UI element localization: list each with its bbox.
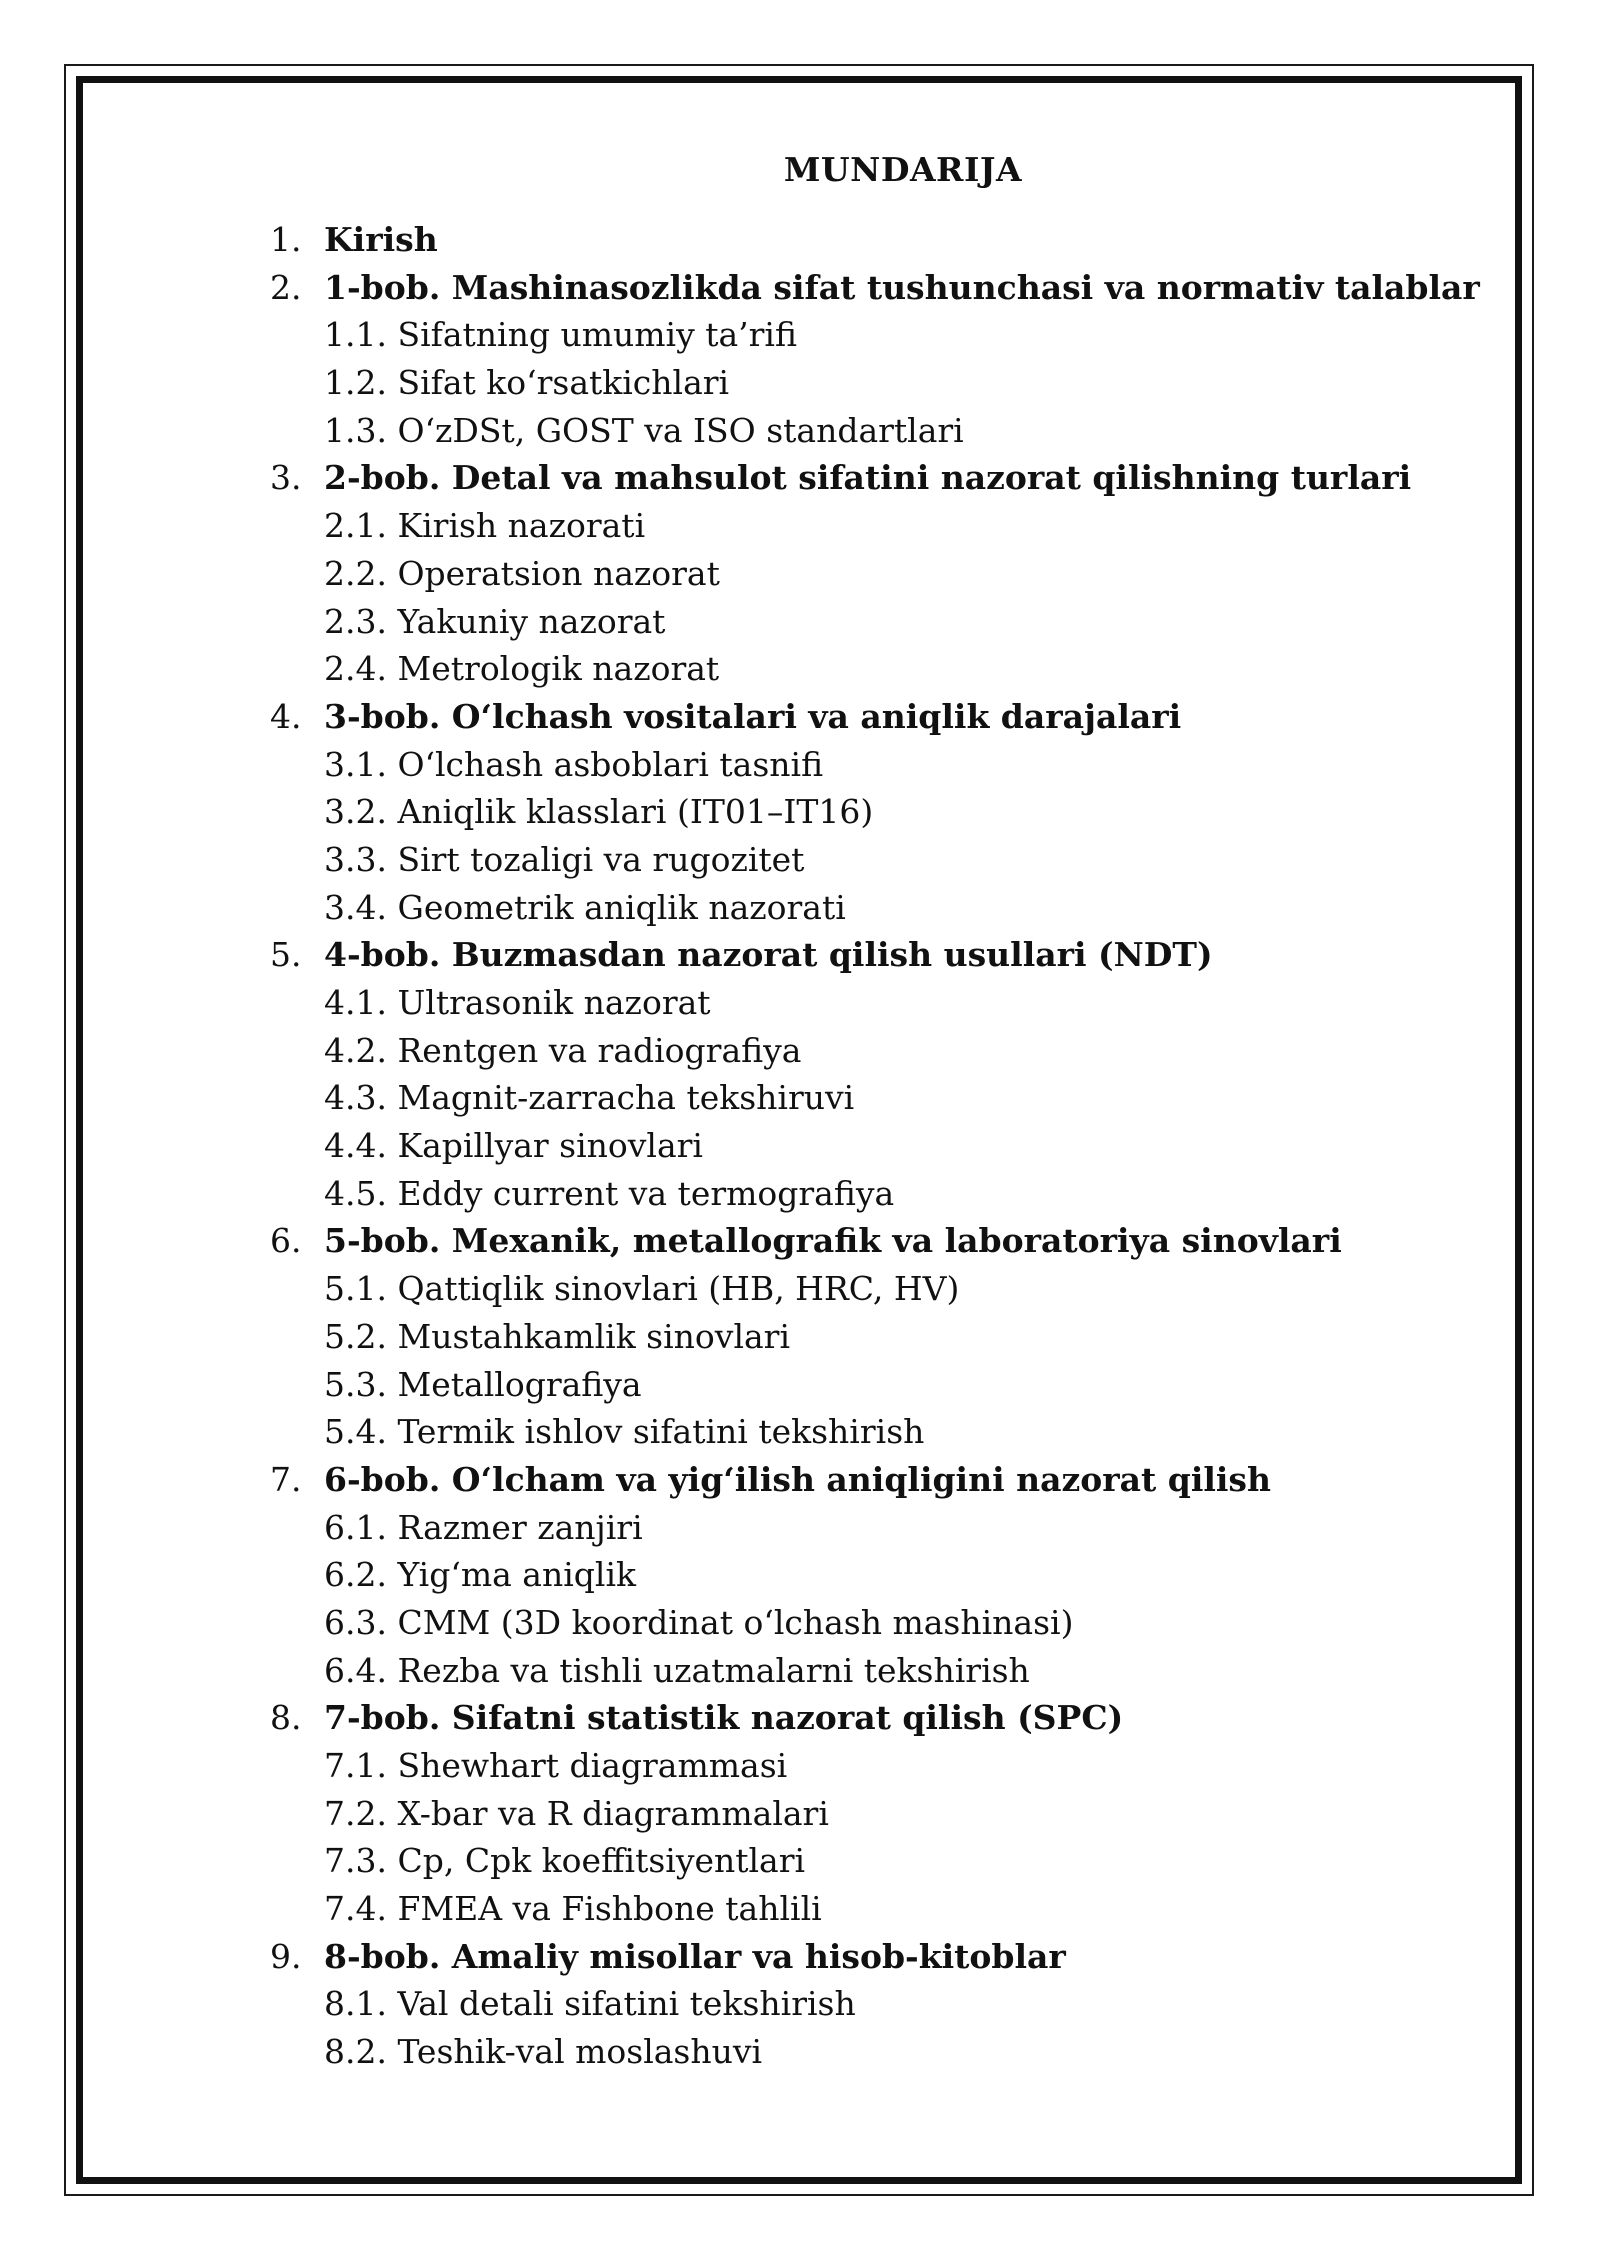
toc-chapter-title: 5-bob. Mexanik, metallografik va laboratoriya sinovlari xyxy=(324,1221,1342,1261)
toc-chapter xyxy=(270,931,1450,979)
toc-section: 2.4. Metrologik nazorat xyxy=(324,649,720,689)
toc-section: 1.3. O‘zDSt, GOST va ISO standartlari xyxy=(324,410,964,450)
toc-chapter-number: 2. xyxy=(270,267,302,307)
toc-chapter-number: 5. xyxy=(270,935,302,975)
toc-section: 1.1. Sifatning umumiy ta’rifi xyxy=(324,315,797,355)
toc-section: 5.3. Metallografiya xyxy=(324,1364,642,1404)
toc-chapter-title: 1-bob. Mashinasozlikda sifat tushunchasi va normativ talablar xyxy=(324,267,1480,307)
toc-chapter-number: 4. xyxy=(270,696,302,736)
toc-section: 1.2. Sifat ko‘rsatkichlari xyxy=(324,363,730,403)
toc-section: 7.4. FMEA va Fishbone tahlili xyxy=(324,1889,822,1929)
toc-section: 7.3. Cp, Cpk koeffitsiyentlari xyxy=(324,1841,806,1881)
toc-chapter xyxy=(270,1217,1450,1265)
toc-section: 3.1. O‘lchash asboblari tasnifi xyxy=(324,744,824,784)
toc-section: 3.3. Sirt tozaligi va rugozitet xyxy=(324,839,805,879)
toc-section: 4.5. Eddy current va termografiya xyxy=(324,1173,895,1213)
toc-chapter-title: 4-bob. Buzmasdan nazorat qilish usullari (NDT) xyxy=(324,935,1213,975)
toc-section: 2.2. Operatsion nazorat xyxy=(324,553,720,593)
toc-chapter-title: Kirish xyxy=(324,220,438,259)
toc-chapter xyxy=(270,693,1450,741)
toc-section: 7.2. X-bar va R diagrammalari xyxy=(324,1793,829,1833)
toc-section: 2.3. Yakuniy nazorat xyxy=(324,601,666,641)
toc-section: 6.1. Razmer zanjiri xyxy=(324,1507,643,1547)
toc-chapter xyxy=(270,454,1450,502)
toc-section: 8.2. Teshik-val moslashuvi xyxy=(324,2032,763,2072)
toc-chapter-title: 2-bob. Detal va mahsulot sifatini nazorat qilishning turlari xyxy=(324,458,1412,498)
toc-chapter-title: 8-bob. Amaliy misollar va hisob-kitoblar xyxy=(324,1936,1066,1976)
toc-chapter xyxy=(270,1933,1450,1981)
toc-chapter-number: 6. xyxy=(270,1221,302,1261)
toc-section: 3.2. Aniqlik klasslari (IT01–IT16) xyxy=(324,792,874,832)
toc-chapter-number: 9. xyxy=(270,1936,302,1976)
toc-section: 2.1. Kirish nazorati xyxy=(324,506,646,546)
toc-section: 4.3. Magnit-zarracha tekshiruvi xyxy=(324,1078,855,1118)
toc-section: 3.4. Geometrik aniqlik nazorati xyxy=(324,887,846,927)
toc-chapter-number: 7. xyxy=(270,1459,302,1499)
toc-chapter xyxy=(270,1694,1450,1742)
toc-section: 6.4. Rezba va tishli uzatmalarni tekshirish xyxy=(324,1650,1030,1690)
toc-section: 5.2. Mustahkamlik sinovlari xyxy=(324,1316,790,1356)
toc-chapter xyxy=(270,1456,1450,1504)
toc-chapter xyxy=(270,264,1480,312)
toc-section: 5.1. Qattiqlik sinovlari (HB, HRC, HV) xyxy=(324,1269,960,1309)
toc-chapter-title: 3-bob. O‘lchash vositalari va aniqlik darajalari xyxy=(324,696,1182,736)
toc-chapter xyxy=(270,216,1450,264)
toc-section: 4.2. Rentgen va radiografiya xyxy=(324,1030,802,1070)
toc-section: 6.3. CMM (3D koordinat o‘lchash mashinasi) xyxy=(324,1602,1074,1642)
toc-chapter-number: 1. xyxy=(270,220,302,259)
toc-section: 4.1. Ultrasonik nazorat xyxy=(324,983,711,1022)
toc-section: 4.4. Kapillyar sinovlari xyxy=(324,1126,703,1166)
toc-chapter-number: 8. xyxy=(270,1698,302,1738)
toc-section: 8.1. Val detali sifatini tekshirish xyxy=(324,1984,856,2024)
toc-chapter-number: 3. xyxy=(270,458,302,498)
toc-section: 6.2. Yig‘ma aniqlik xyxy=(324,1555,637,1595)
table-of-contents xyxy=(270,216,1480,2076)
toc-section: 5.4. Termik ishlov sifatini tekshirish xyxy=(324,1412,925,1452)
toc-chapter-title: 6-bob. O‘lcham va yig‘ilish aniqligini nazorat qilish xyxy=(324,1459,1271,1499)
toc-chapter-title: 7-bob. Sifatni statistik nazorat qilish (SPC) xyxy=(324,1698,1124,1738)
toc-section: 7.1. Shewhart diagrammasi xyxy=(324,1746,788,1785)
page-title: MUNDARIJA xyxy=(783,150,1023,189)
